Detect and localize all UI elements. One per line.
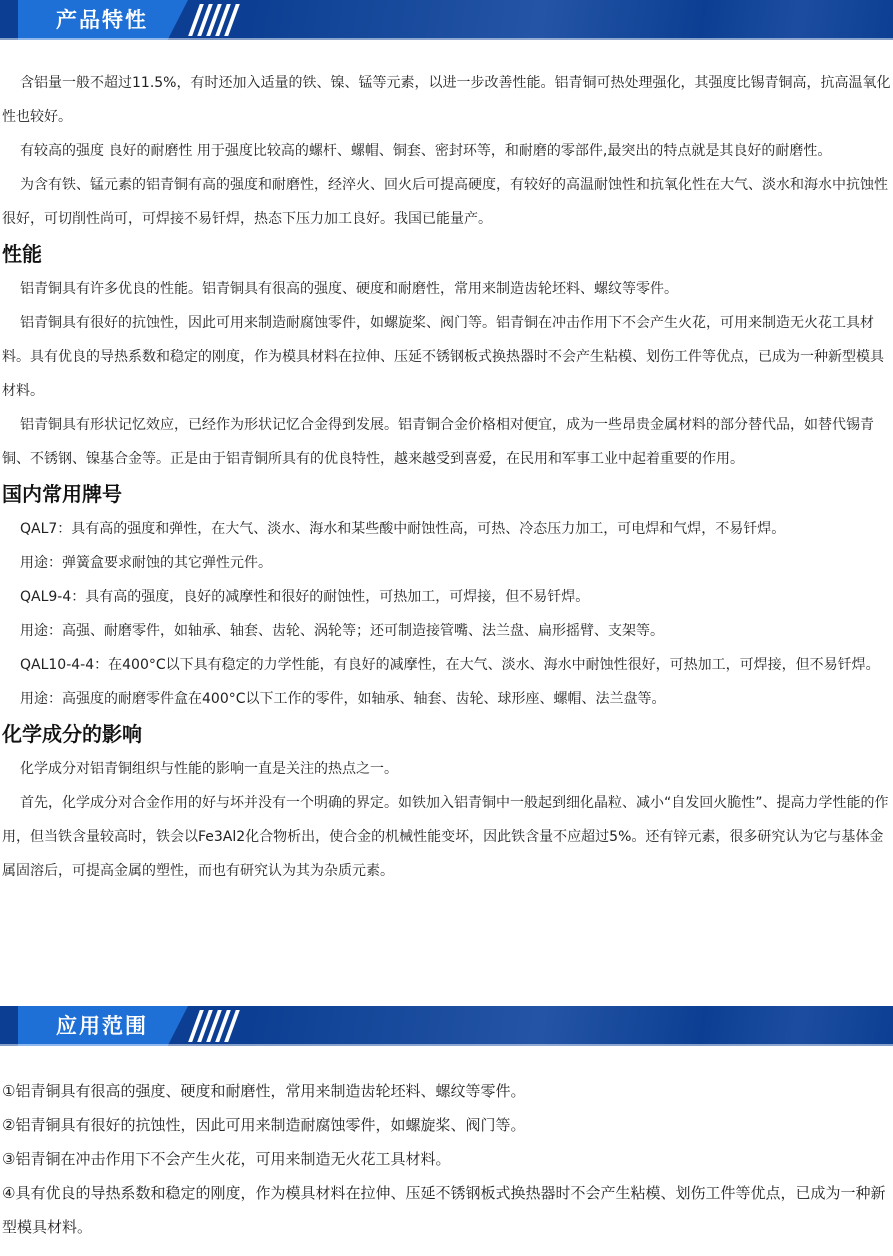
banner-rule — [0, 1044, 893, 1046]
application-list — [0, 1074, 893, 1244]
list-item: ①铝青铜具有很高的强度、硬度和耐磨性，常用来制造齿轮坯料、螺纹等零件。 — [2, 1082, 526, 1100]
paragraph: 化学成分对铝青铜组织与性能的影响一直是关注的热点之一。 — [20, 761, 398, 777]
paragraph: 铝青铜具有许多优良的性能。铝青铜具有很高的强度、硬度和耐磨性，常用来制造齿轮坯料、螺纹等零件。 — [20, 281, 678, 297]
section-title: 应用范围 — [56, 1014, 148, 1038]
paragraph: QAL7：具有高的强度和弹性，在大气、淡水、海水和某些酸中耐蚀性高，可热、冷态压力加工，可电焊和气焊，不易钎焊。 — [20, 521, 786, 537]
paragraph: 用途：高强度的耐磨零件盒在400°C以下工作的零件，如轴承、轴套、齿轮、球形座、螺帽、法兰盘等。 — [20, 691, 666, 707]
features-content — [0, 66, 893, 888]
heading-chemistry: 化学成分的影响 — [2, 722, 142, 746]
section-title: 产品特性 — [56, 8, 148, 32]
section-banner-features — [0, 0, 893, 40]
paragraph: QAL10-4-4：在400°C以下具有稳定的力学性能，有良好的减摩性，在大气、淡水、海水中耐蚀性很好，可热加工，可焊接，但不易钎焊。 — [20, 657, 880, 673]
list-item: ③铝青铜在冲击作用下不会产生火花，可用来制造无火花工具材料。 — [2, 1150, 451, 1168]
paragraph: QAL9-4：具有高的强度，良好的减摩性和很好的耐蚀性，可热加工，可焊接，但不易钎焊。 — [20, 589, 590, 605]
banner-gloss — [253, 0, 893, 40]
heading-grades: 国内常用牌号 — [2, 482, 122, 506]
paragraph: 有较高的强度 良好的耐磨性 用于强度比较高的螺杆、螺帽、铜套、密封环等，和耐磨的零部件,最突出的特点就是其良好的耐磨性。 — [20, 143, 832, 159]
paragraph: 用途：高强、耐磨零件，如轴承、轴套、齿轮、涡轮等；还可制造接管嘴、法兰盘、扁形摇臂、支架等。 — [20, 623, 664, 639]
banner-rule — [0, 38, 893, 40]
paragraph: 铝青铜具有很好的抗蚀性，因此可用来制造耐腐蚀零件，如螺旋桨、阀门等。铝青铜在冲击作用下不会产生火花，可用来制造无火花工具材料。具有优良的导热系数和稳定的刚度，作为模具材料在拉伸、压延不锈钢板式换热器时不会产生粘模、划伤工件等优点，已成为一种新型模具材料。 — [2, 315, 884, 399]
list-item: ②铝青铜具有很好的抗蚀性，因此可用来制造耐腐蚀零件，如螺旋桨、阀门等。 — [2, 1116, 526, 1134]
paragraph: 首先，化学成分对合金作用的好与坏并没有一个明确的界定。如铁加入铝青铜中一般起到细化晶粒、减小“自发回火脆性”、提高力学性能的作用，但当铁含量较高时，铁会以Fe3Al2化合物析出，使合金的机械性能变坏，因此铁含量不应超过5%。还有锌元素，很多研究认为它与基体金属固溶后，可提高金属的塑性，而也有研究认为其为杂质元素。 — [2, 795, 889, 879]
paragraph: 用途：弹簧盒要求耐蚀的其它弹性元件。 — [20, 555, 272, 571]
list-item: ④具有优良的导热系数和稳定的刚度，作为模具材料在拉伸、压延不锈钢板式换热器时不会产生粘模、划伤工件等优点，已成为一种新型模具材料。 — [2, 1184, 886, 1236]
heading-performance: 性能 — [2, 242, 42, 266]
paragraph: 含铝量一般不超过11.5%，有时还加入适量的铁、镍、锰等元素，以进一步改善性能。铝青铜可热处理强化，其强度比锡青铜高，抗高温氧化性也较好。 — [2, 75, 891, 125]
banner-stripes-icon — [188, 1010, 240, 1042]
paragraph: 铝青铜具有形状记忆效应，已经作为形状记忆合金得到发展。铝青铜合金价格相对便宜，成为一些昂贵金属材料的部分替代品，如替代锡青铜、不锈钢、镍基合金等。正是由于铝青铜所具有的优良特性，越来越受到喜爱，在民用和军事工业中起着重要的作用。 — [2, 417, 874, 467]
paragraph: 为含有铁、锰元素的铝青铜有高的强度和耐磨性，经淬火、回火后可提高硬度，有较好的高温耐蚀性和抗氧化性在大气、淡水和海水中抗蚀性很好，可切削性尚可，可焊接不易钎焊，热态下压力加工良好。我国已能量产。 — [2, 177, 888, 227]
banner-gloss — [253, 1006, 893, 1046]
banner-stripes-icon — [188, 4, 240, 36]
section-banner-application — [0, 1006, 893, 1046]
